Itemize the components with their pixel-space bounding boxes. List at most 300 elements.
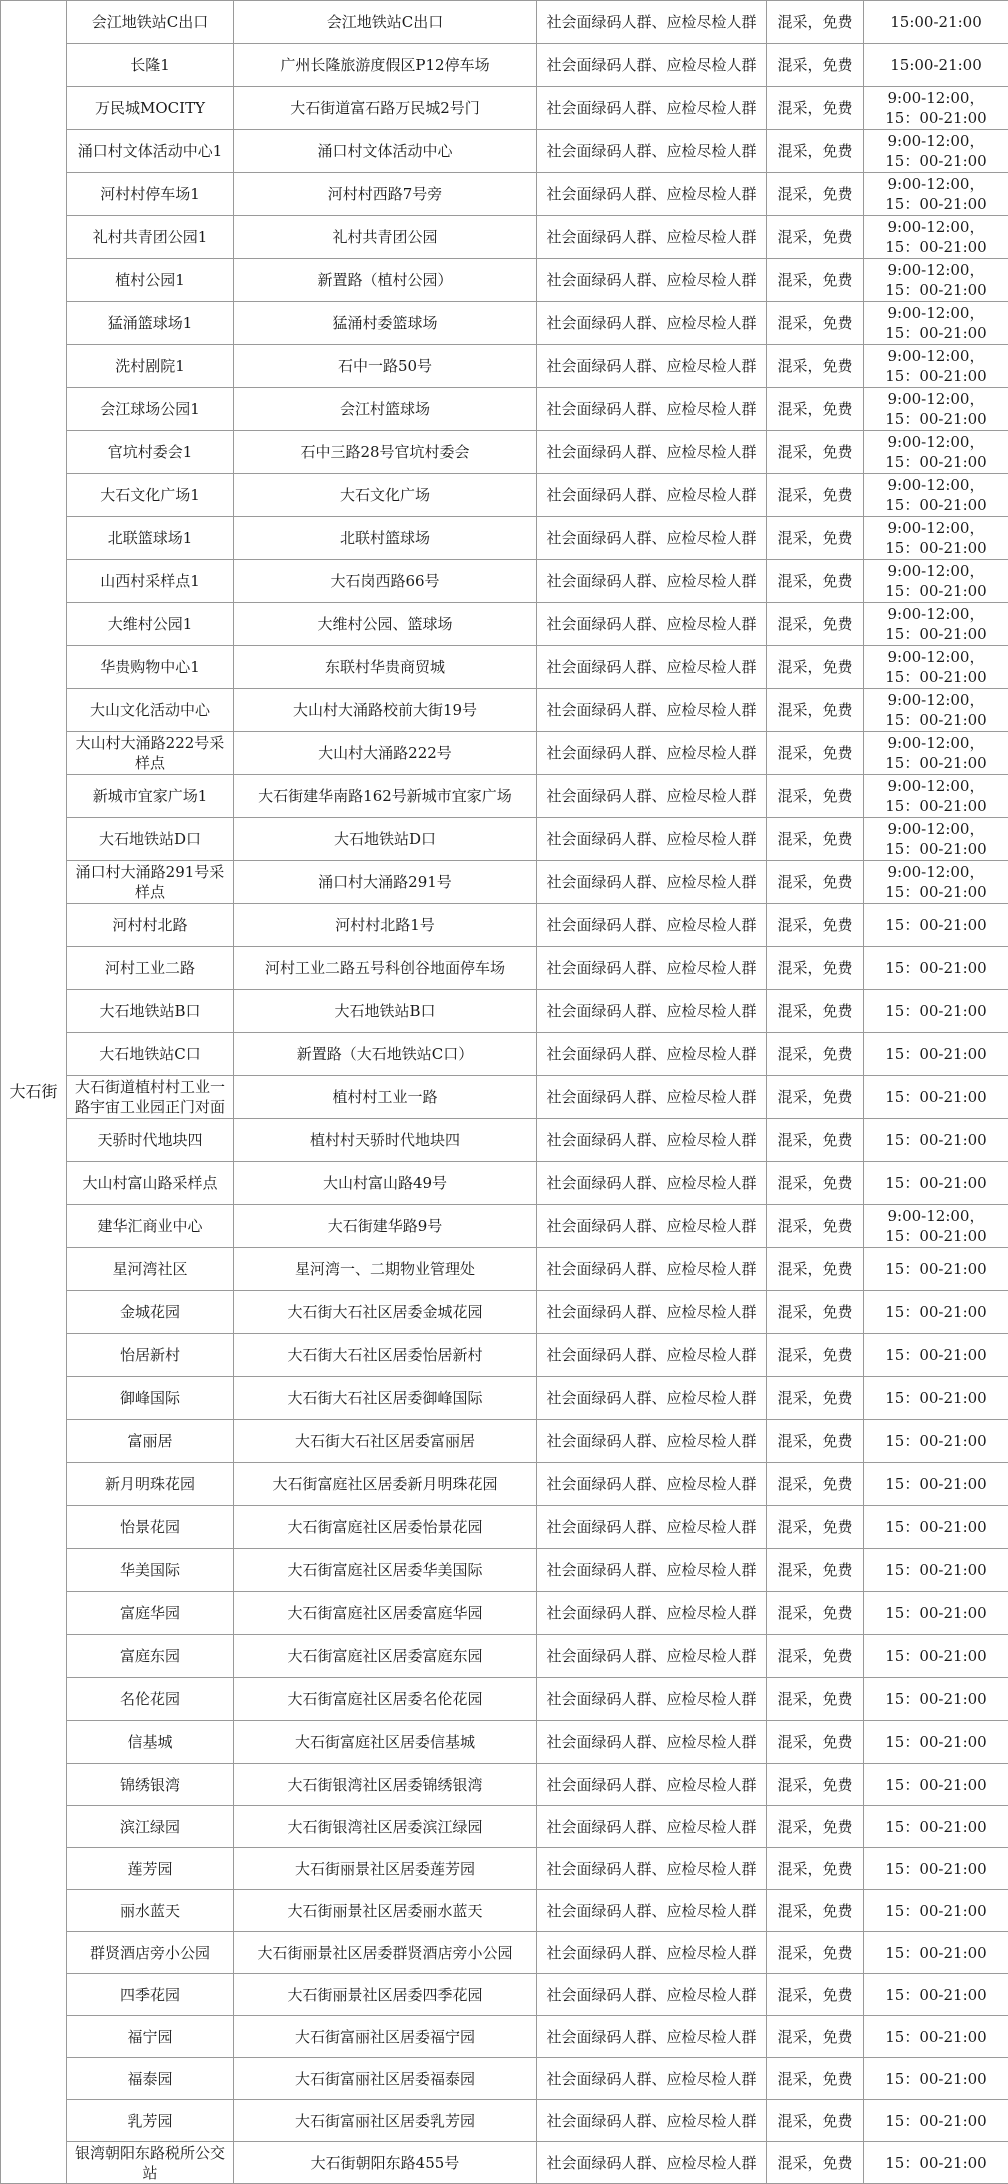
address-cell: 植村村工业一路 [234,1076,537,1119]
site-name-cell: 河村村北路 [67,904,234,947]
sampling-mode-cell: 混采，免费 [767,2058,864,2100]
service-hours-line: 9:00-12:00， [866,260,1006,280]
address-cell: 大石街丽景社区居委四季花园 [234,1974,537,2016]
target-group-cell: 社会面绿码人群、应检尽检人群 [537,689,767,732]
address-cell: 大石街道富石路万民城2号门 [234,87,537,130]
site-name-cell: 新城市宜家广场1 [67,775,234,818]
table-row [1,2016,1008,2058]
address-cell: 河村村西路7号旁 [234,173,537,216]
table-row [1,1334,1008,1377]
table-row [1,689,1008,732]
service-hours-line: 15：00-21:00 [866,958,1006,978]
service-hours-line: 15：00-21:00 [866,1943,1006,1963]
sampling-mode-cell: 混采，免费 [767,2142,864,2184]
table-row [1,775,1008,818]
address-cell: 大石街大石社区居委御峰国际 [234,1377,537,1420]
target-group-cell: 社会面绿码人群、应检尽检人群 [537,173,767,216]
site-name-cell: 大石地铁站B口 [67,990,234,1033]
site-name-cell: 大石街道植村村工业一路宇宙工业园正门对面 [67,1076,234,1119]
service-hours-line: 15：00-21:00 [866,538,1006,558]
service-hours-cell [864,1420,1008,1463]
service-hours-line: 15：00-21:00 [866,915,1006,935]
target-group-cell: 社会面绿码人群、应检尽检人群 [537,130,767,173]
service-hours-line: 15：00-21:00 [866,1431,1006,1451]
address-cell: 大石地铁站D口 [234,818,537,861]
table-row [1,1549,1008,1592]
table-row [1,1974,1008,2016]
sampling-mode-cell: 混采，免费 [767,947,864,990]
address-cell: 大石街银湾社区居委滨江绿园 [234,1806,537,1848]
address-cell: 大山村富山路49号 [234,1162,537,1205]
sampling-mode-cell: 混采，免费 [767,2016,864,2058]
service-hours-line: 15：00-21:00 [866,753,1006,773]
service-hours-cell [864,1033,1008,1076]
table-row [1,1119,1008,1162]
site-name-cell: 大山村富山路采样点 [67,1162,234,1205]
service-hours-line: 9:00-12:00， [866,217,1006,237]
address-cell: 礼村共青团公园 [234,216,537,259]
table-row [1,1848,1008,1890]
target-group-cell: 社会面绿码人群、应检尽检人群 [537,259,767,302]
service-hours-line: 15：00-21:00 [866,323,1006,343]
table-row [1,1248,1008,1291]
address-cell: 大石街富庭社区居委富庭东园 [234,1635,537,1678]
district-cell: 大石街 [1,1,67,2184]
service-hours-cell [864,2016,1008,2058]
address-cell: 大石街建华路9号 [234,1205,537,1248]
site-name-cell: 怡居新村 [67,1334,234,1377]
address-cell: 大石街大石社区居委富丽居 [234,1420,537,1463]
sampling-mode-cell: 混采，免费 [767,87,864,130]
table-row [1,1635,1008,1678]
service-hours-line: 15：00-21:00 [866,1302,1006,1322]
sampling-mode-cell: 混采，免费 [767,818,864,861]
table-row [1,345,1008,388]
service-hours-cell [864,1,1008,44]
service-hours-line: 15：00-21:00 [866,624,1006,644]
site-name-cell: 礼村共青团公园1 [67,216,234,259]
service-hours-cell [864,1291,1008,1334]
service-hours-cell [864,1806,1008,1848]
address-cell: 星河湾一、二期物业管理处 [234,1248,537,1291]
service-hours-cell [864,732,1008,775]
sampling-mode-cell: 混采，免费 [767,1,864,44]
table-row [1,904,1008,947]
service-hours-line: 15：00-21:00 [866,1345,1006,1365]
target-group-cell: 社会面绿码人群、应检尽检人群 [537,1,767,44]
service-hours-cell [864,1334,1008,1377]
address-cell: 大石街富庭社区居委新月明珠花园 [234,1463,537,1506]
service-hours-cell [864,1119,1008,1162]
service-hours-cell [864,216,1008,259]
service-hours-line: 15：00-21:00 [866,1901,1006,1921]
table-row [1,1721,1008,1764]
site-name-cell: 莲芳园 [67,1848,234,1890]
table-row [1,1764,1008,1806]
service-hours-cell [864,2100,1008,2142]
service-hours-line: 15：00-21:00 [866,108,1006,128]
table-row [1,1806,1008,1848]
site-name-cell: 华贵购物中心1 [67,646,234,689]
service-hours-cell [864,1377,1008,1420]
service-hours-line: 15：00-21:00 [866,495,1006,515]
service-hours-line: 9:00-12:00， [866,389,1006,409]
service-hours-cell [864,861,1008,904]
target-group-cell: 社会面绿码人群、应检尽检人群 [537,603,767,646]
sampling-mode-cell: 混采，免费 [767,560,864,603]
table-row [1,2100,1008,2142]
site-name-cell: 山西村采样点1 [67,560,234,603]
table-row [1,517,1008,560]
service-hours-cell [864,431,1008,474]
target-group-cell: 社会面绿码人群、应检尽检人群 [537,2016,767,2058]
target-group-cell: 社会面绿码人群、应检尽检人群 [537,1721,767,1764]
service-hours-cell [864,2142,1008,2184]
service-hours-line: 15：00-21:00 [866,1985,1006,2005]
address-cell: 大石街建华南路162号新城市宜家广场 [234,775,537,818]
target-group-cell: 社会面绿码人群、应检尽检人群 [537,1764,767,1806]
table-row [1,646,1008,689]
service-hours-line: 15：00-21:00 [866,839,1006,859]
service-hours-line: 15：00-21:00 [866,667,1006,687]
address-cell: 石中一路50号 [234,345,537,388]
service-hours-line: 15：00-21:00 [866,1173,1006,1193]
service-hours-line: 9:00-12:00， [866,518,1006,538]
service-hours-line: 15：00-21:00 [866,1259,1006,1279]
service-hours-cell [864,474,1008,517]
target-group-cell: 社会面绿码人群、应检尽检人群 [537,1162,767,1205]
address-cell: 大石岗西路66号 [234,560,537,603]
address-cell: 大石街富庭社区居委名伦花园 [234,1678,537,1721]
sampling-mode-cell: 混采，免费 [767,1377,864,1420]
site-name-cell: 星河湾社区 [67,1248,234,1291]
sampling-mode-cell: 混采，免费 [767,1932,864,1974]
address-cell: 石中三路28号官坑村委会 [234,431,537,474]
site-name-cell: 洗村剧院1 [67,345,234,388]
table-row [1,1076,1008,1119]
address-cell: 新置路（大石地铁站C口） [234,1033,537,1076]
site-name-cell: 猛涌篮球场1 [67,302,234,345]
site-name-cell: 群贤酒店旁小公园 [67,1932,234,1974]
site-name-cell: 官坑村委会1 [67,431,234,474]
address-cell: 涌口村文体活动中心 [234,130,537,173]
site-name-cell: 大山村大涌路222号采样点 [67,732,234,775]
table-row [1,216,1008,259]
service-hours-line: 9:00-12:00， [866,346,1006,366]
service-hours-line: 15：00-21:00 [866,1044,1006,1064]
service-hours-line: 15：00-21:00 [866,1474,1006,1494]
sampling-mode-cell: 混采，免费 [767,1678,864,1721]
service-hours-line: 15：00-21:00 [866,2111,1006,2131]
service-hours-line: 15：00-21:00 [866,194,1006,214]
target-group-cell: 社会面绿码人群、应检尽检人群 [537,2142,767,2184]
sampling-mode-cell: 混采，免费 [767,904,864,947]
service-hours-line: 9:00-12:00， [866,733,1006,753]
table-row [1,1033,1008,1076]
sampling-mode-cell: 混采，免费 [767,990,864,1033]
service-hours-line: 15：00-21:00 [866,1517,1006,1537]
site-name-cell: 名伦花园 [67,1678,234,1721]
table-row [1,947,1008,990]
site-name-cell: 大石文化广场1 [67,474,234,517]
table-row [1,388,1008,431]
address-cell: 大石地铁站B口 [234,990,537,1033]
site-name-cell: 信基城 [67,1721,234,1764]
sampling-mode-cell: 混采，免费 [767,517,864,560]
service-hours-line: 15：00-21:00 [866,1603,1006,1623]
service-hours-cell [864,1974,1008,2016]
sampling-mode-cell: 混采，免费 [767,1848,864,1890]
sampling-mode-cell: 混采，免费 [767,732,864,775]
service-hours-cell [864,345,1008,388]
service-hours-cell [864,1764,1008,1806]
table-row [1,1463,1008,1506]
sampling-mode-cell: 混采，免费 [767,44,864,87]
site-name-cell: 福泰园 [67,2058,234,2100]
target-group-cell: 社会面绿码人群、应检尽检人群 [537,302,767,345]
sampling-mode-cell: 混采，免费 [767,1119,864,1162]
table-row [1,173,1008,216]
address-cell: 植村村天骄时代地块四 [234,1119,537,1162]
table-row [1,1420,1008,1463]
sampling-mode-cell: 混采，免费 [767,130,864,173]
target-group-cell: 社会面绿码人群、应检尽检人群 [537,216,767,259]
address-cell: 大石文化广场 [234,474,537,517]
address-cell: 广州长隆旅游度假区P12停车场 [234,44,537,87]
service-hours-cell [864,87,1008,130]
service-hours-cell [864,1205,1008,1248]
service-hours-line: 9:00-12:00， [866,604,1006,624]
address-cell: 大石街富庭社区居委信基城 [234,1721,537,1764]
site-name-cell: 天骄时代地块四 [67,1119,234,1162]
table-row [1,1162,1008,1205]
target-group-cell: 社会面绿码人群、应检尽检人群 [537,904,767,947]
sampling-mode-cell: 混采，免费 [767,302,864,345]
target-group-cell: 社会面绿码人群、应检尽检人群 [537,2058,767,2100]
address-cell: 大石街富庭社区居委怡景花园 [234,1506,537,1549]
address-cell: 河村工业二路五号科创谷地面停车场 [234,947,537,990]
service-hours-cell [864,1848,1008,1890]
service-hours-cell [864,947,1008,990]
address-cell: 会江地铁站C出口 [234,1,537,44]
address-cell: 大石街富丽社区居委福宁园 [234,2016,537,2058]
service-hours-line: 9:00-12:00， [866,88,1006,108]
service-hours-cell [864,1635,1008,1678]
service-hours-cell [864,2058,1008,2100]
target-group-cell: 社会面绿码人群、应检尽检人群 [537,87,767,130]
service-hours-cell [864,44,1008,87]
sampling-mode-cell: 混采，免费 [767,689,864,732]
target-group-cell: 社会面绿码人群、应检尽检人群 [537,1549,767,1592]
table-body [1,1,1008,2184]
sampling-mode-cell: 混采，免费 [767,259,864,302]
service-hours-cell [864,1678,1008,1721]
table-row [1,1932,1008,1974]
sampling-mode-cell: 混采，免费 [767,1890,864,1932]
site-name-cell: 富庭华园 [67,1592,234,1635]
site-name-cell: 长隆1 [67,44,234,87]
site-name-cell: 新月明珠花园 [67,1463,234,1506]
address-cell: 大石街富丽社区居委乳芳园 [234,2100,537,2142]
target-group-cell: 社会面绿码人群、应检尽检人群 [537,1932,767,1974]
address-cell: 大石街银湾社区居委锦绣银湾 [234,1764,537,1806]
service-hours-line: 15：00-21:00 [866,2153,1006,2173]
target-group-cell: 社会面绿码人群、应检尽检人群 [537,560,767,603]
sampling-mode-cell: 混采，免费 [767,1033,864,1076]
target-group-cell: 社会面绿码人群、应检尽检人群 [537,775,767,818]
site-name-cell: 福宁园 [67,2016,234,2058]
target-group-cell: 社会面绿码人群、应检尽检人群 [537,1205,767,1248]
table-row [1,474,1008,517]
sampling-mode-cell: 混采，免费 [767,1764,864,1806]
sampling-mode-cell: 混采，免费 [767,1806,864,1848]
address-cell: 涌口村大涌路291号 [234,861,537,904]
address-cell: 东联村华贵商贸城 [234,646,537,689]
site-name-cell: 御峰国际 [67,1377,234,1420]
table-row [1,560,1008,603]
site-name-cell: 涌口村大涌路291号采样点 [67,861,234,904]
site-name-cell: 银湾朝阳东路税所公交站 [67,2142,234,2184]
site-name-cell: 滨江绿园 [67,1806,234,1848]
service-hours-cell [864,646,1008,689]
service-hours-line: 15：00-21:00 [866,1775,1006,1795]
address-cell: 会江村篮球场 [234,388,537,431]
target-group-cell: 社会面绿码人群、应检尽检人群 [537,1506,767,1549]
service-hours-line: 15：00-21:00 [866,1689,1006,1709]
service-hours-line: 15：00-21:00 [866,2069,1006,2089]
service-hours-line: 15：00-21:00 [866,1859,1006,1879]
service-hours-line: 15：00-21:00 [866,1087,1006,1107]
site-name-cell: 会江地铁站C出口 [67,1,234,44]
service-hours-line: 15：00-21:00 [866,796,1006,816]
sampling-mode-cell: 混采，免费 [767,173,864,216]
service-hours-line: 15：00-21:00 [866,366,1006,386]
service-hours-line: 9:00-12:00， [866,647,1006,667]
site-name-cell: 大石地铁站D口 [67,818,234,861]
target-group-cell: 社会面绿码人群、应检尽检人群 [537,44,767,87]
target-group-cell: 社会面绿码人群、应检尽检人群 [537,646,767,689]
table-row [1,1678,1008,1721]
site-name-cell: 大山文化活动中心 [67,689,234,732]
service-hours-line: 9:00-12:00， [866,776,1006,796]
sampling-mode-cell: 混采，免费 [767,1334,864,1377]
service-hours-cell [864,302,1008,345]
site-name-cell: 富庭东园 [67,1635,234,1678]
site-name-cell: 建华汇商业中心 [67,1205,234,1248]
service-hours-line: 9:00-12:00， [866,174,1006,194]
target-group-cell: 社会面绿码人群、应检尽检人群 [537,1033,767,1076]
service-hours-cell [864,173,1008,216]
service-hours-cell [864,1162,1008,1205]
service-hours-cell [864,1592,1008,1635]
table-row [1,431,1008,474]
sampling-mode-cell: 混采，免费 [767,1205,864,1248]
service-hours-line: 15：00-21:00 [866,1001,1006,1021]
sampling-mode-cell: 混采，免费 [767,474,864,517]
target-group-cell: 社会面绿码人群、应检尽检人群 [537,1076,767,1119]
service-hours-line: 15：00-21:00 [866,882,1006,902]
table-row [1,1291,1008,1334]
table-row [1,732,1008,775]
service-hours-cell [864,560,1008,603]
target-group-cell: 社会面绿码人群、应检尽检人群 [537,345,767,388]
target-group-cell: 社会面绿码人群、应检尽检人群 [537,1848,767,1890]
service-hours-line: 15：00-21:00 [866,710,1006,730]
site-name-cell: 河村工业二路 [67,947,234,990]
site-name-cell: 华美国际 [67,1549,234,1592]
target-group-cell: 社会面绿码人群、应检尽检人群 [537,732,767,775]
table-row [1,302,1008,345]
site-name-cell: 四季花园 [67,1974,234,2016]
service-hours-line: 15：00-21:00 [866,409,1006,429]
service-hours-cell [864,1890,1008,1932]
address-cell: 大山村大涌路222号 [234,732,537,775]
table-row [1,2058,1008,2100]
address-cell: 河村村北路1号 [234,904,537,947]
sampling-mode-cell: 混采，免费 [767,861,864,904]
table-row [1,603,1008,646]
sampling-mode-cell: 混采，免费 [767,1076,864,1119]
target-group-cell: 社会面绿码人群、应检尽检人群 [537,1974,767,2016]
sampling-mode-cell: 混采，免费 [767,1420,864,1463]
service-hours-line: 15：00-21:00 [866,452,1006,472]
table-row [1,1890,1008,1932]
address-cell: 新置路（植村公园） [234,259,537,302]
sampling-mode-cell: 混采，免费 [767,1291,864,1334]
service-hours-line: 9:00-12:00， [866,1206,1006,1226]
service-hours-line: 9:00-12:00， [866,303,1006,323]
site-name-cell: 金城花园 [67,1291,234,1334]
target-group-cell: 社会面绿码人群、应检尽检人群 [537,1377,767,1420]
site-name-cell: 北联篮球场1 [67,517,234,560]
table-row [1,818,1008,861]
service-hours-cell [864,259,1008,302]
target-group-cell: 社会面绿码人群、应检尽检人群 [537,474,767,517]
target-group-cell: 社会面绿码人群、应检尽检人群 [537,1635,767,1678]
address-cell: 猛涌村委篮球场 [234,302,537,345]
sampling-mode-cell: 混采，免费 [767,603,864,646]
service-hours-cell [864,775,1008,818]
service-hours-line: 9:00-12:00， [866,862,1006,882]
service-hours-line: 15:00-21:00 [866,12,1006,32]
service-hours-cell [864,388,1008,431]
target-group-cell: 社会面绿码人群、应检尽检人群 [537,1592,767,1635]
service-hours-cell [864,689,1008,732]
table-row [1,861,1008,904]
service-hours-line: 15：00-21:00 [866,1388,1006,1408]
sampling-mode-cell: 混采，免费 [767,1463,864,1506]
sampling-mode-cell: 混采，免费 [767,775,864,818]
sampling-mode-cell: 混采，免费 [767,1592,864,1635]
address-cell: 大石街大石社区居委怡居新村 [234,1334,537,1377]
service-hours-line: 9:00-12:00， [866,561,1006,581]
service-hours-line: 15:00-21:00 [866,55,1006,75]
service-hours-line: 15：00-21:00 [866,581,1006,601]
sampling-mode-cell: 混采，免费 [767,431,864,474]
target-group-cell: 社会面绿码人群、应检尽检人群 [537,1420,767,1463]
service-hours-cell [864,1248,1008,1291]
site-name-cell: 怡景花园 [67,1506,234,1549]
target-group-cell: 社会面绿码人群、应检尽检人群 [537,1890,767,1932]
address-cell: 大石街大石社区居委金城花园 [234,1291,537,1334]
address-cell: 大石街富庭社区居委富庭华园 [234,1592,537,1635]
target-group-cell: 社会面绿码人群、应检尽检人群 [537,947,767,990]
sampling-mode-cell: 混采，免费 [767,1635,864,1678]
service-hours-cell [864,990,1008,1033]
sampling-mode-cell: 混采，免费 [767,2100,864,2142]
service-hours-cell [864,1463,1008,1506]
site-name-cell: 富丽居 [67,1420,234,1463]
